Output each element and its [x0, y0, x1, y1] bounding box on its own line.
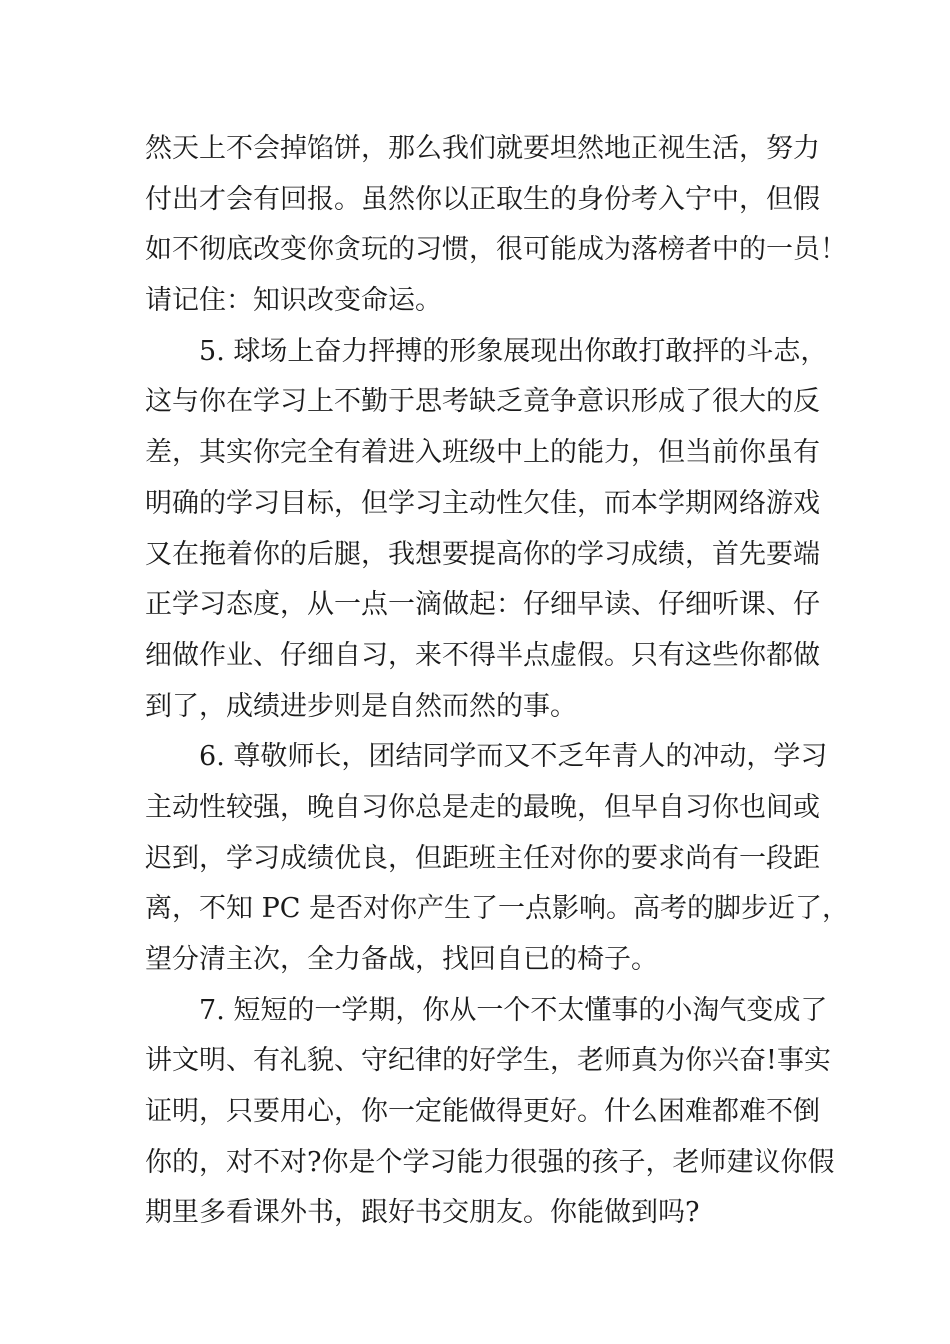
text-line: 正 学 习 态 度 ， 从 一 点 一 滴 做 起 ： 仔 细 早 读 、 仔 细 听 课 、 仔 [145, 589, 820, 621]
text-line: 然 天 上 不 会 掉 馅 饼 ， 那 么 我 们 就 要 坦 然 地 正 视 生 活 ， 努 力 [145, 133, 820, 164]
text-line: 细 做 作 业 、 仔 细 自 习 ， 来 不 得 半 点 虚 假 。 只 有 这 些 你 都 做 [145, 639, 820, 671]
text-line: 迟 到 ， 学 习 成 绩 优 良 ， 但 距 班 主 任 对 你 的 要 求 尚 有 一 段 距 [145, 842, 820, 874]
text-line: 7 . 短 短 的 一 学 期 ， 你 从 一 个 不 太 懂 事 的 小 淘 气 变 成 了 [199, 994, 828, 1026]
text-line: 6 . 尊 敬 师 长 ， 团 结 同 学 而 又 不 乏 年 青 人 的 冲 动 ， 学 习 [199, 741, 828, 773]
text-line: 到了，成绩进步则是自然而然的事。 [145, 690, 577, 722]
text-line: 你 的 ， 对 不 对 ? 你 是 个 学 习 能 力 很 强 的 孩 子 ， 老 师 建 议 你 假 [145, 1146, 835, 1178]
text-line: 如 不 彻 底 改 变 你 贪 玩 的 习 惯 ， 很 可 能 成 为 落 榜 者 中 的 一 员 ！ [145, 234, 847, 266]
document-body [145, 124, 850, 1239]
text-line: 差 ， 其 实 你 完 全 有 着 进 入 班 级 中 上 的 能 力 ， 但 当 前 你 虽 有 [145, 437, 820, 469]
text-line: 讲 文 明 、 有 礼 貌 、 守 纪 律 的 好 学 生 ， 老 师 真 为 你 兴 奋 ! 事 实 [145, 1045, 831, 1077]
text-line: 5 . 球 场 上 奋 力 抨 搏 的 形 象 展 现 出 你 敢 打 敢 抨 的 斗 志 ， [199, 335, 828, 367]
text-line: 明 确 的 学 习 目 标 ， 但 学 习 主 动 性 欠 佳 ， 而 本 学 期 网 络 游 戏 [145, 487, 820, 519]
text-line: 证 明 ， 只 要 用 心 ， 你 一 定 能 做 得 更 好 。 什 么 困 难 都 难 不 倒 [145, 1096, 820, 1128]
text-line: 离 ， 不 知 P C 是 否 对 你 产 生 了 一 点 影 响 。 高 考 的 脚 步 近 了 ， [145, 893, 850, 925]
text-line: 这 与 你 在 学 习 上 不 勤 于 思 考 缺 乏 竟 争 意 识 形 成 了 很 大 的 反 [145, 386, 820, 418]
text-line: 望分清主次，全力备战，找回自已的椅子。 [145, 944, 658, 975]
text-line: 主 动 性 较 强 ， 晚 自 习 你 总 是 走 的 最 晚 ， 但 早 自 习 你 也 间 或 [145, 791, 820, 823]
text-line: 期里多看课外书，跟好书交朋友。你能做到吗? [145, 1197, 700, 1229]
text-line: 请记住：知识改变命运。 [145, 285, 442, 317]
text-line: 付 出 才 会 有 回 报 。 虽 然 你 以 正 取 生 的 身 份 考 入 宁 中 ， 但 假 [145, 183, 820, 215]
text-line: 又 在 拖 着 你 的 后 腿 ， 我 想 要 提 高 你 的 学 习 成 绩 ， 首 先 要 端 [145, 538, 820, 570]
